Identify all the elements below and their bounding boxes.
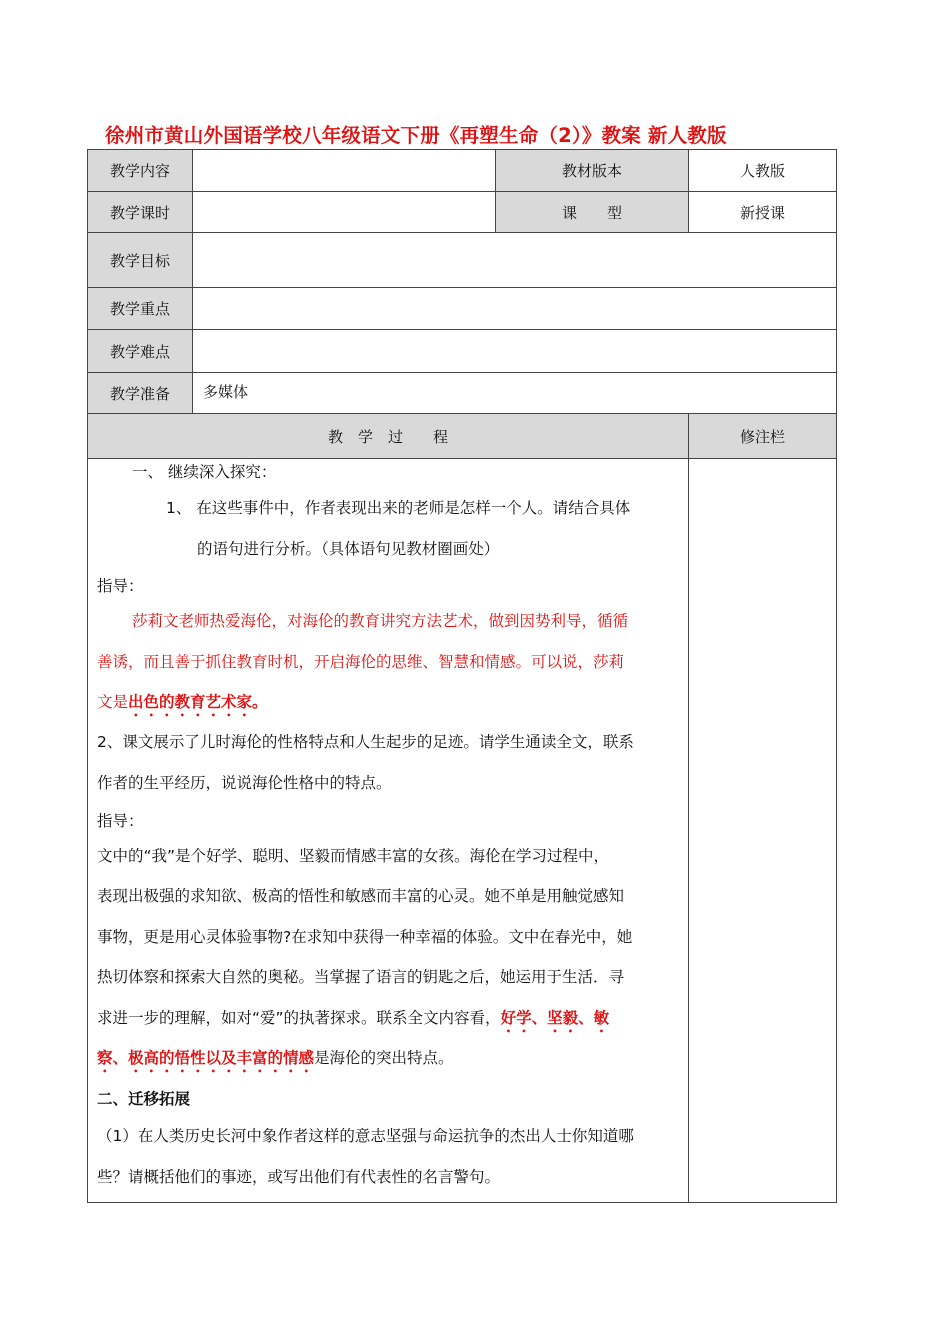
- section-2-heading: 二、迁移拓展: [97, 1090, 191, 1108]
- answer-1-line-3-text: 文是: [97, 693, 129, 711]
- answer-2-line-2: 表现出极强的求知欲、极高的悟性和敏感而丰富的心灵。她不单是用触觉感知: [97, 887, 625, 905]
- question-3-line-1: （1）在人类历史长河中象作者这样的意志坚强与命运抗争的杰出人士你知道哪: [97, 1127, 634, 1145]
- goal-value: [192, 232, 837, 288]
- guide-label-1: 指导：: [97, 577, 144, 595]
- answer-2-line-1: 文中的“我”是个好学、聪明、坚毅而情感丰富的女孩。海伦在学习过程中，: [97, 847, 610, 865]
- period-label: 教学课时: [87, 191, 193, 233]
- process-heading: 教 学 过 程: [87, 413, 689, 459]
- difficulty-value: [192, 329, 837, 373]
- prep-value: 多媒体: [203, 383, 249, 401]
- version-value: 人教版: [688, 149, 837, 192]
- question-1-line-1: 1、 在这些事件中，作者表现出来的老师是怎样一个人。请结合具体: [166, 499, 631, 517]
- type-value: 新授课: [688, 191, 837, 233]
- answer-1-emphasis: 出色的教育艺术家。: [128, 693, 268, 711]
- answer-2-line-5-text: 求进一步的理解，如对“爱”的执著探求。联系全文内容看，: [97, 1009, 501, 1027]
- section-1-heading: 一、 继续深入探究：: [132, 463, 277, 481]
- guide-label-2: 指导：: [97, 812, 144, 830]
- answer-2-line-3: 事物，更是用心灵体验事物?在求知中获得一种幸福的体验。文中在春光中，她: [97, 928, 633, 946]
- answer-2-line-6: [97, 1048, 454, 1076]
- notes-heading: 修注栏: [688, 413, 837, 459]
- answer-2-line-4: 热切体察和探索大自然的奥秘。当掌握了语言的钥匙之后，她运用于生活．寻: [97, 968, 625, 986]
- goal-label: 教学目标: [87, 232, 193, 288]
- answer-1-line-3: [97, 692, 268, 720]
- answer-2-line-5: [97, 1008, 609, 1036]
- notes-content-cell: [688, 458, 837, 1203]
- type-label: 课 型: [495, 191, 689, 233]
- content-label: 教学内容: [87, 149, 193, 192]
- lesson-plan-table: [87, 149, 837, 1203]
- question-2-line-1: 2、课文展示了儿时海伦的性格特点和人生起步的足迹。请学生通读全文，联系: [97, 733, 634, 751]
- prep-label: 教学准备: [87, 372, 193, 414]
- key-label: 教学重点: [87, 287, 193, 330]
- prep-value-cell: [192, 372, 837, 414]
- answer-2-emphasis-1: 好学、坚毅、敏: [500, 1009, 610, 1027]
- key-value: [192, 287, 837, 330]
- answer-1-line-2: 善诱，而且善于抓住教育时机，开启海伦的思维、智慧和情感。可以说，莎莉: [97, 653, 625, 671]
- answer-1-line-1: 莎莉文老师热爱海伦，对海伦的教育讲究方法艺术，做到因势利导，循循: [132, 612, 629, 630]
- content-value: [192, 149, 496, 192]
- answer-2-emphasis-2: 察、极高的悟性以及丰富的情感: [97, 1049, 315, 1067]
- question-1-line-2: 的语句进行分析。（具体语句见教材圈画处）: [197, 540, 500, 558]
- period-value: [192, 191, 496, 233]
- version-label: 教材版本: [495, 149, 689, 192]
- difficulty-label: 教学难点: [87, 329, 193, 373]
- answer-2-line-6-text: 是海伦的突出特点。: [314, 1049, 454, 1067]
- question-2-line-2: 作者的生平经历，说说海伦性格中的特点。: [97, 774, 392, 792]
- question-3-line-2: 些？请概括他们的事迹，或写出他们有代表性的名言警句。: [97, 1168, 501, 1186]
- document-title: 徐州市黄山外国语学校八年级语文下册《再塑生命（2）》教案 新人教版: [105, 124, 727, 147]
